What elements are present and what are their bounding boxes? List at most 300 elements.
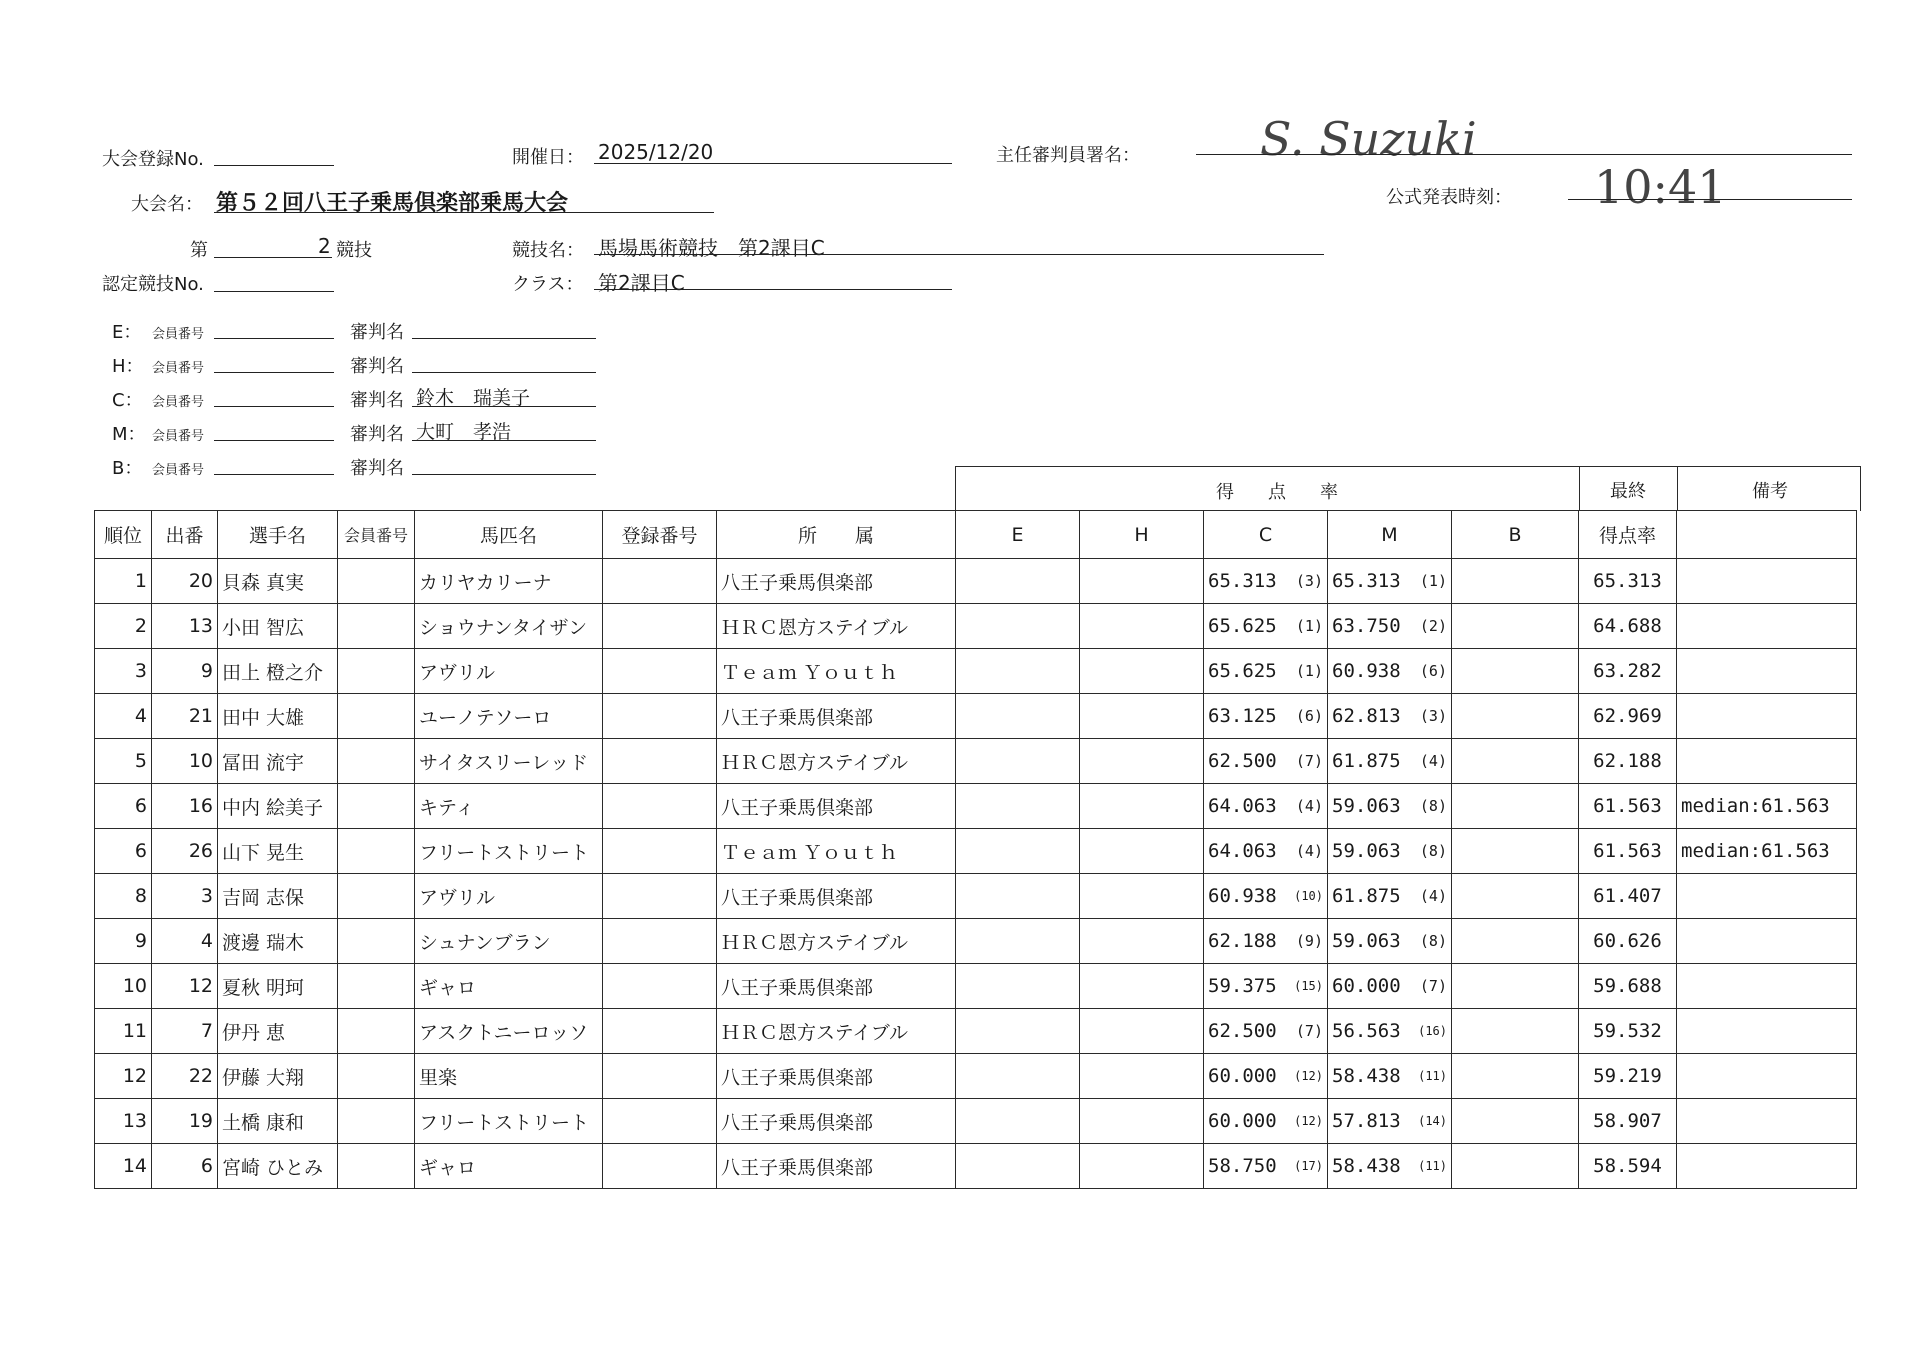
judge-name: 大町 孝浩	[416, 421, 512, 443]
score-m-rank: (16)	[1418, 1024, 1447, 1038]
club: 八王子乗馬倶楽部	[717, 1054, 956, 1099]
meet-name-value: 第５２回八王子乗馬倶楽部乗馬大会	[216, 191, 569, 216]
event-name-value: 馬場馬術競技 第2課目C	[598, 236, 825, 260]
score-e	[956, 919, 1080, 964]
final-score: 59.688	[1579, 964, 1677, 1009]
final-score: 64.688	[1579, 604, 1677, 649]
note	[1677, 559, 1857, 604]
table-row	[95, 964, 1857, 1009]
score-m-value: 60.938	[1332, 660, 1401, 682]
score-c-rank: (3)	[1295, 572, 1323, 590]
score-m	[1328, 829, 1452, 874]
score-e	[956, 694, 1080, 739]
col-member-no: 会員番号	[338, 511, 415, 559]
rider-name: 伊藤 大翔	[218, 1054, 338, 1099]
note	[1677, 1054, 1857, 1099]
judge-member-label: 会員番号	[152, 361, 205, 376]
rider-name: 土橋 康和	[218, 1099, 338, 1144]
results-table	[94, 510, 1857, 1189]
meet-name-label: 大会名：	[131, 194, 203, 215]
start-order: 13	[152, 604, 218, 649]
judge-name-label: 審判名	[350, 356, 404, 377]
event-no-value: 2	[318, 234, 331, 258]
score-c	[1204, 1144, 1328, 1189]
score-c	[1204, 1009, 1328, 1054]
club: 八王子乗馬倶楽部	[717, 874, 956, 919]
score-e	[956, 964, 1080, 1009]
horse-name: ギャロ	[415, 1144, 603, 1189]
club: ＨＲＣ恩方ステイブル	[717, 604, 956, 649]
final-score: 62.969	[1579, 694, 1677, 739]
horse-name: アヴリル	[415, 874, 603, 919]
score-b	[1452, 649, 1579, 694]
club: 八王子乗馬倶楽部	[717, 784, 956, 829]
score-m	[1328, 1009, 1452, 1054]
final-score: 63.282	[1579, 649, 1677, 694]
member-no	[338, 784, 415, 829]
rank: 14	[95, 1144, 152, 1189]
horse-name: ユーノテソーロ	[415, 694, 603, 739]
horse-name: ショウナンタイザン	[415, 604, 603, 649]
score-m-value: 65.313	[1332, 570, 1401, 592]
rank: 13	[95, 1099, 152, 1144]
judge-member-field	[214, 372, 334, 373]
table-row	[95, 604, 1857, 649]
score-m-value: 58.438	[1332, 1155, 1401, 1177]
score-m-value: 57.813	[1332, 1110, 1401, 1132]
horse-name: アヴリル	[415, 649, 603, 694]
score-m	[1328, 739, 1452, 784]
score-c-rank: (1)	[1295, 617, 1323, 635]
score-c-rank: (1)	[1295, 662, 1323, 680]
note	[1677, 649, 1857, 694]
score-m-rank: (14)	[1418, 1114, 1447, 1128]
score-b	[1452, 1099, 1579, 1144]
score-m	[1328, 1099, 1452, 1144]
score-b	[1452, 964, 1579, 1009]
reg-no	[603, 739, 717, 784]
judge-member-field	[214, 440, 334, 441]
final-score: 61.563	[1579, 784, 1677, 829]
rank: 11	[95, 1009, 152, 1054]
score-c-rank: (4)	[1295, 842, 1323, 860]
rider-name: 冨田 流宇	[218, 739, 338, 784]
judge-position: E：	[112, 322, 142, 343]
col-judge-b: B	[1452, 511, 1579, 559]
start-order: 3	[152, 874, 218, 919]
table-header-row	[95, 511, 1857, 559]
note	[1677, 1099, 1857, 1144]
score-m	[1328, 649, 1452, 694]
score-m-rank: (4)	[1419, 752, 1447, 770]
score-c-value: 60.000	[1208, 1110, 1277, 1132]
rank: 8	[95, 874, 152, 919]
final-score: 65.313	[1579, 559, 1677, 604]
reg-no	[603, 919, 717, 964]
score-c-value: 65.625	[1208, 660, 1277, 682]
col-judge-h: H	[1080, 511, 1204, 559]
score-h	[1080, 874, 1204, 919]
judge-member-label: 会員番号	[152, 463, 205, 478]
start-order: 12	[152, 964, 218, 1009]
announce-time-field	[1568, 199, 1852, 200]
score-e	[956, 604, 1080, 649]
score-c	[1204, 604, 1328, 649]
table-row	[95, 1054, 1857, 1099]
score-m-rank: (8)	[1419, 932, 1447, 950]
score-m-value: 58.438	[1332, 1065, 1401, 1087]
club: ＨＲＣ恩方ステイブル	[717, 739, 956, 784]
score-c	[1204, 829, 1328, 874]
score-e	[956, 829, 1080, 874]
event-no-suffix: 競技	[336, 240, 372, 261]
score-c-rank: (10)	[1294, 889, 1323, 903]
rank: 12	[95, 1054, 152, 1099]
score-h	[1080, 604, 1204, 649]
start-order: 20	[152, 559, 218, 604]
score-b	[1452, 1054, 1579, 1099]
rider-name: 小田 智広	[218, 604, 338, 649]
rider-name: 伊丹 恵	[218, 1009, 338, 1054]
judge-name-field	[412, 338, 596, 339]
rank: 6	[95, 829, 152, 874]
score-h	[1080, 919, 1204, 964]
score-m	[1328, 604, 1452, 649]
score-h	[1080, 964, 1204, 1009]
reg-no	[603, 784, 717, 829]
score-e	[956, 1054, 1080, 1099]
table-row	[95, 874, 1857, 919]
score-c-value: 58.750	[1208, 1155, 1277, 1177]
horse-name: 里楽	[415, 1054, 603, 1099]
table-row	[95, 829, 1857, 874]
rank: 3	[95, 649, 152, 694]
reg-no	[603, 964, 717, 1009]
score-c	[1204, 1054, 1328, 1099]
score-c	[1204, 1099, 1328, 1144]
table-row	[95, 739, 1857, 784]
judge-name-label: 審判名	[350, 322, 404, 343]
rider-name: 吉岡 志保	[218, 874, 338, 919]
reg-no	[603, 874, 717, 919]
start-order: 6	[152, 1144, 218, 1189]
judge-member-field	[214, 338, 334, 339]
date-label: 開催日：	[512, 147, 584, 168]
score-c-rank: (4)	[1295, 797, 1323, 815]
score-b	[1452, 559, 1579, 604]
note	[1677, 739, 1857, 784]
final-score-label-line1: 最終	[1610, 481, 1646, 502]
score-m-rank: (11)	[1418, 1069, 1447, 1083]
note: median:61.563	[1677, 829, 1857, 874]
final-score: 59.219	[1579, 1054, 1677, 1099]
col-judge-c: C	[1204, 511, 1328, 559]
judge-member-label: 会員番号	[152, 395, 205, 410]
score-c	[1204, 649, 1328, 694]
judge-name: 鈴木 瑞美子	[416, 387, 531, 409]
reg-no	[603, 1099, 717, 1144]
final-score: 58.907	[1579, 1099, 1677, 1144]
score-c	[1204, 964, 1328, 1009]
score-m-rank: (1)	[1419, 572, 1447, 590]
score-c-rank: (12)	[1294, 1114, 1323, 1128]
score-m-rank: (8)	[1419, 842, 1447, 860]
rider-name: 山下 晃生	[218, 829, 338, 874]
score-c-rank: (7)	[1295, 1022, 1323, 1040]
start-order: 4	[152, 919, 218, 964]
rider-name: 田上 橙之介	[218, 649, 338, 694]
club: 八王子乗馬倶楽部	[717, 964, 956, 1009]
divider	[1677, 467, 1678, 511]
judge-position: H：	[112, 356, 144, 377]
judge-position: C：	[112, 390, 143, 411]
horse-name: シュナンブラン	[415, 919, 603, 964]
score-m-rank: (11)	[1418, 1159, 1447, 1173]
final-score: 60.626	[1579, 919, 1677, 964]
score-m	[1328, 919, 1452, 964]
score-h	[1080, 559, 1204, 604]
start-order: 21	[152, 694, 218, 739]
score-c-rank: (6)	[1295, 707, 1323, 725]
note: median:61.563	[1677, 784, 1857, 829]
table-row	[95, 694, 1857, 739]
start-order: 7	[152, 1009, 218, 1054]
score-m-rank: (6)	[1419, 662, 1447, 680]
date-value: 2025/12/20	[598, 140, 714, 164]
score-c-value: 65.625	[1208, 615, 1277, 637]
club: Ｔｅａｍ Ｙｏｕｔｈ	[717, 829, 956, 874]
score-c-value: 59.375	[1208, 975, 1277, 997]
score-h	[1080, 694, 1204, 739]
judge-member-label: 会員番号	[152, 429, 205, 444]
rank: 1	[95, 559, 152, 604]
member-no	[338, 1144, 415, 1189]
chief-judge-signature: S. Suzuki	[1260, 112, 1477, 166]
col-judge-e: E	[956, 511, 1080, 559]
score-b	[1452, 784, 1579, 829]
club: 八王子乗馬倶楽部	[717, 1144, 956, 1189]
score-m	[1328, 694, 1452, 739]
note	[1677, 874, 1857, 919]
score-m-rank: (4)	[1419, 887, 1447, 905]
score-m	[1328, 964, 1452, 1009]
score-h	[1080, 1054, 1204, 1099]
score-h	[1080, 739, 1204, 784]
score-c-rank: (9)	[1295, 932, 1323, 950]
score-c-value: 65.313	[1208, 570, 1277, 592]
divider	[1579, 467, 1580, 511]
score-group-header	[955, 466, 1861, 511]
score-c-value: 63.125	[1208, 705, 1277, 727]
score-m-rank: (8)	[1419, 797, 1447, 815]
member-no	[338, 604, 415, 649]
score-c	[1204, 694, 1328, 739]
club: Ｔｅａｍ Ｙｏｕｔｈ	[717, 649, 956, 694]
col-reg-no: 登録番号	[603, 511, 717, 559]
score-m-value: 62.813	[1332, 705, 1401, 727]
event-no-field	[214, 257, 332, 258]
start-order: 9	[152, 649, 218, 694]
score-c	[1204, 739, 1328, 784]
score-m-rank: (7)	[1419, 977, 1447, 995]
score-m-value: 59.063	[1332, 930, 1401, 952]
reg-no	[603, 829, 717, 874]
event-no-prefix: 第	[190, 240, 208, 261]
horse-name: フリートストリート	[415, 1099, 603, 1144]
meet-name-field	[214, 212, 714, 213]
chief-judge-field	[1196, 154, 1852, 155]
event-name-label: 競技名：	[512, 240, 584, 261]
col-order: 出番	[152, 511, 218, 559]
reg-no	[603, 1009, 717, 1054]
score-c	[1204, 784, 1328, 829]
score-c-value: 60.938	[1208, 885, 1277, 907]
reg-no-label: 大会登録No.	[102, 149, 204, 170]
note	[1677, 694, 1857, 739]
reg-no	[603, 1144, 717, 1189]
score-b	[1452, 874, 1579, 919]
reg-no	[603, 649, 717, 694]
member-no	[338, 874, 415, 919]
judge-member-field	[214, 406, 334, 407]
reg-no	[603, 1054, 717, 1099]
horse-name: キティ	[415, 784, 603, 829]
score-c-rank: (7)	[1295, 752, 1323, 770]
horse-name: アスクトニーロッソ	[415, 1009, 603, 1054]
reg-no	[603, 694, 717, 739]
score-c	[1204, 874, 1328, 919]
class-label: クラス：	[512, 274, 584, 295]
score-c-value: 64.063	[1208, 840, 1277, 862]
table-row	[95, 1144, 1857, 1189]
score-m	[1328, 1054, 1452, 1099]
announce-time-label: 公式発表時刻：	[1386, 187, 1512, 208]
table-row	[95, 1009, 1857, 1054]
rider-name: 宮崎 ひとみ	[218, 1144, 338, 1189]
start-order: 26	[152, 829, 218, 874]
rider-name: 夏秋 明珂	[218, 964, 338, 1009]
table-row	[95, 559, 1857, 604]
score-group-label: 得 点 率	[1216, 482, 1346, 503]
rank: 4	[95, 694, 152, 739]
col-notes	[1677, 511, 1857, 559]
score-m-value: 63.750	[1332, 615, 1401, 637]
score-b	[1452, 694, 1579, 739]
judge-name-label: 審判名	[350, 390, 404, 411]
horse-name: ギャロ	[415, 964, 603, 1009]
score-m-value: 56.563	[1332, 1020, 1401, 1042]
table-row	[95, 919, 1857, 964]
member-no	[338, 559, 415, 604]
table-row	[95, 649, 1857, 694]
score-h	[1080, 1144, 1204, 1189]
score-e	[956, 739, 1080, 784]
judge-position: M：	[112, 424, 146, 445]
judge-name-field	[412, 474, 596, 475]
rider-name: 中内 絵美子	[218, 784, 338, 829]
start-order: 16	[152, 784, 218, 829]
club: 八王子乗馬倶楽部	[717, 559, 956, 604]
score-c-value: 62.188	[1208, 930, 1277, 952]
score-e	[956, 1144, 1080, 1189]
rank: 5	[95, 739, 152, 784]
reg-no-field	[214, 165, 334, 166]
judge-member-field	[214, 474, 334, 475]
member-no	[338, 1099, 415, 1144]
member-no	[338, 739, 415, 784]
horse-name: カリヤカリーナ	[415, 559, 603, 604]
score-c-value: 64.063	[1208, 795, 1277, 817]
results-body	[95, 559, 1857, 1189]
col-club: 所 属	[717, 511, 956, 559]
score-b	[1452, 1144, 1579, 1189]
score-c-value: 62.500	[1208, 750, 1277, 772]
score-c-rank: (15)	[1294, 979, 1323, 993]
date-field	[594, 163, 952, 164]
rider-name: 田中 大雄	[218, 694, 338, 739]
score-e	[956, 1009, 1080, 1054]
class-field	[594, 289, 952, 290]
judge-name-field	[412, 372, 596, 373]
score-h	[1080, 784, 1204, 829]
final-score: 62.188	[1579, 739, 1677, 784]
rank: 6	[95, 784, 152, 829]
chief-judge-label: 主任審判員署名：	[996, 145, 1140, 166]
rank: 10	[95, 964, 152, 1009]
event-name-field	[594, 254, 1324, 255]
score-c	[1204, 559, 1328, 604]
member-no	[338, 649, 415, 694]
score-m	[1328, 1144, 1452, 1189]
start-order: 22	[152, 1054, 218, 1099]
score-h	[1080, 829, 1204, 874]
final-score: 59.532	[1579, 1009, 1677, 1054]
club: ＨＲＣ恩方ステイブル	[717, 1009, 956, 1054]
member-no	[338, 1054, 415, 1099]
score-m-rank: (3)	[1419, 707, 1447, 725]
score-h	[1080, 649, 1204, 694]
note	[1677, 964, 1857, 1009]
note	[1677, 1144, 1857, 1189]
notes-label: 備考	[1752, 481, 1788, 502]
score-e	[956, 874, 1080, 919]
score-b	[1452, 829, 1579, 874]
score-b	[1452, 1009, 1579, 1054]
start-order: 10	[152, 739, 218, 784]
member-no	[338, 919, 415, 964]
score-e	[956, 559, 1080, 604]
table-row	[95, 784, 1857, 829]
club: ＨＲＣ恩方ステイブル	[717, 919, 956, 964]
score-c	[1204, 919, 1328, 964]
score-b	[1452, 739, 1579, 784]
score-m	[1328, 784, 1452, 829]
score-m	[1328, 874, 1452, 919]
judge-name-label: 審判名	[350, 458, 404, 479]
member-no	[338, 1009, 415, 1054]
member-no	[338, 829, 415, 874]
class-value: 第2課目C	[598, 271, 685, 295]
judge-name-label: 審判名	[350, 424, 404, 445]
score-c-value: 62.500	[1208, 1020, 1277, 1042]
horse-name: サイタスリーレッド	[415, 739, 603, 784]
final-score: 61.407	[1579, 874, 1677, 919]
member-no	[338, 694, 415, 739]
reg-no	[603, 559, 717, 604]
certified-no-label: 認定競技No.	[102, 274, 204, 295]
score-m-value: 60.000	[1332, 975, 1401, 997]
rider-name: 渡邊 瑞木	[218, 919, 338, 964]
